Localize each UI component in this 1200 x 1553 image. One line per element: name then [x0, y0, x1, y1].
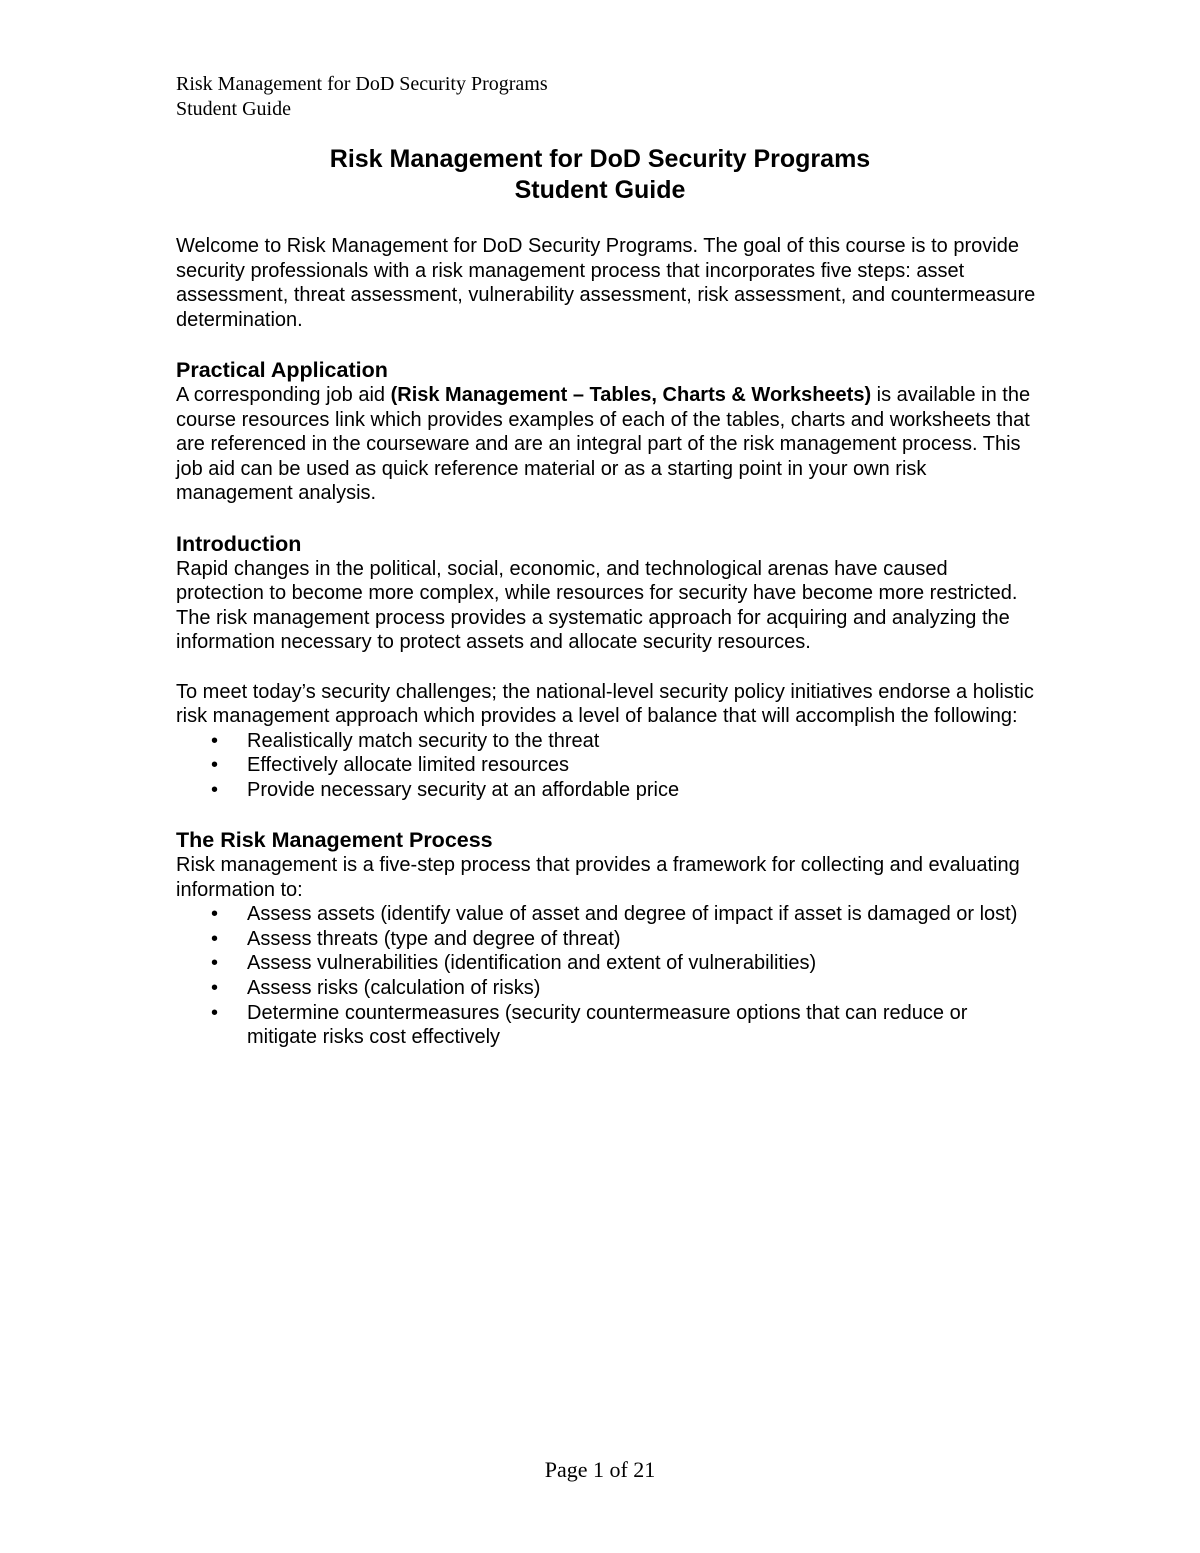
list-item-text: Realistically match security to the threat	[247, 729, 600, 752]
introduction-paragraph-2: To meet today’s security challenges; the national-level security policy initiatives endorse a holistic risk management approach which provides a level of balance that will accomplish the following:	[176, 680, 1034, 728]
list-item	[176, 729, 1036, 754]
running-header	[176, 72, 548, 122]
list-item	[176, 951, 1036, 976]
list-item-text: Assess risks (calculation of risks)	[247, 977, 541, 1000]
intro-paragraph: Welcome to Risk Management for DoD Security Programs. The goal of this course is to provide security professionals with a risk management process that incorporates five steps: asset assessment, threat assessment, vulnerability assessment, risk assessment, and countermeasure determination.	[176, 235, 1036, 331]
document-title	[0, 144, 1200, 206]
bullet-icon: •	[211, 927, 219, 950]
bullet-icon: •	[211, 903, 219, 926]
process-bullet-list	[176, 902, 1036, 1050]
list-item	[176, 976, 1036, 1001]
introduction-heading: Introduction	[176, 531, 302, 556]
list-item-text: Effectively allocate limited resources	[247, 754, 569, 777]
bullet-icon: •	[211, 1001, 219, 1024]
practical-application-heading: Practical Application	[176, 357, 388, 382]
document-body	[176, 234, 1036, 1050]
practical-application-text-end: is available in the course resources link which provides examples of each of the tables, charts and worksheets that are referenced in the courseware and are an integral part of the risk management process. This job aid can be used as quick reference material or as a starting point in your own risk management analysis.	[176, 383, 1031, 505]
list-item	[176, 927, 1036, 952]
list-item-text: Assess assets (identify value of asset and degree of impact if asset is damaged or lost)	[247, 903, 1018, 926]
risk-management-process-paragraph: Risk management is a five-step process that provides a framework for collecting and evaluating information to:	[176, 854, 1020, 901]
spacer	[176, 655, 1036, 680]
running-header-title: Risk Management for DoD Security Programs	[176, 73, 548, 95]
list-item-text: Determine countermeasures (security countermeasure options that can reduce or mitigate risks cost effectively	[247, 1001, 968, 1049]
bullet-icon: •	[211, 778, 219, 801]
spacer	[176, 506, 1036, 531]
list-item	[176, 778, 1036, 803]
risk-management-process-heading: The Risk Management Process	[176, 828, 493, 853]
introduction-paragraph-1: Rapid changes in the political, social, economic, and technological arenas have caused protection to become more complex, while resources for security have become more restricted. The risk management process provides a systematic approach for acquiring and analyzing the information necessary to protect assets and allocate security resources.	[176, 557, 1018, 654]
list-item	[176, 1001, 1036, 1050]
running-header-subtitle: Student Guide	[176, 98, 291, 120]
bullet-icon: •	[211, 754, 219, 777]
practical-application-text-start: A corresponding job aid	[176, 383, 391, 406]
list-item	[176, 753, 1036, 778]
list-item-text: Assess vulnerabilities (identification and extent of vulnerabilities)	[247, 952, 817, 975]
list-item-text: Assess threats (type and degree of threat)	[247, 927, 621, 950]
spacer	[176, 332, 1036, 357]
practical-application-paragraph	[176, 383, 1036, 506]
list-item	[176, 902, 1036, 927]
page-number: Page 1 of 21	[544, 1457, 656, 1482]
list-item-text: Provide necessary security at an affordable price	[247, 778, 680, 801]
document-title-line2: Student Guide	[514, 176, 686, 204]
bullet-icon: •	[211, 729, 219, 752]
spacer	[176, 802, 1036, 827]
bullet-icon: •	[211, 952, 219, 975]
document-title-line1: Risk Management for DoD Security Programs	[329, 145, 871, 173]
bullet-icon: •	[211, 977, 219, 1000]
job-aid-title: (Risk Management – Tables, Charts & Worksheets)	[390, 383, 872, 406]
introduction-bullet-list	[176, 729, 1036, 803]
